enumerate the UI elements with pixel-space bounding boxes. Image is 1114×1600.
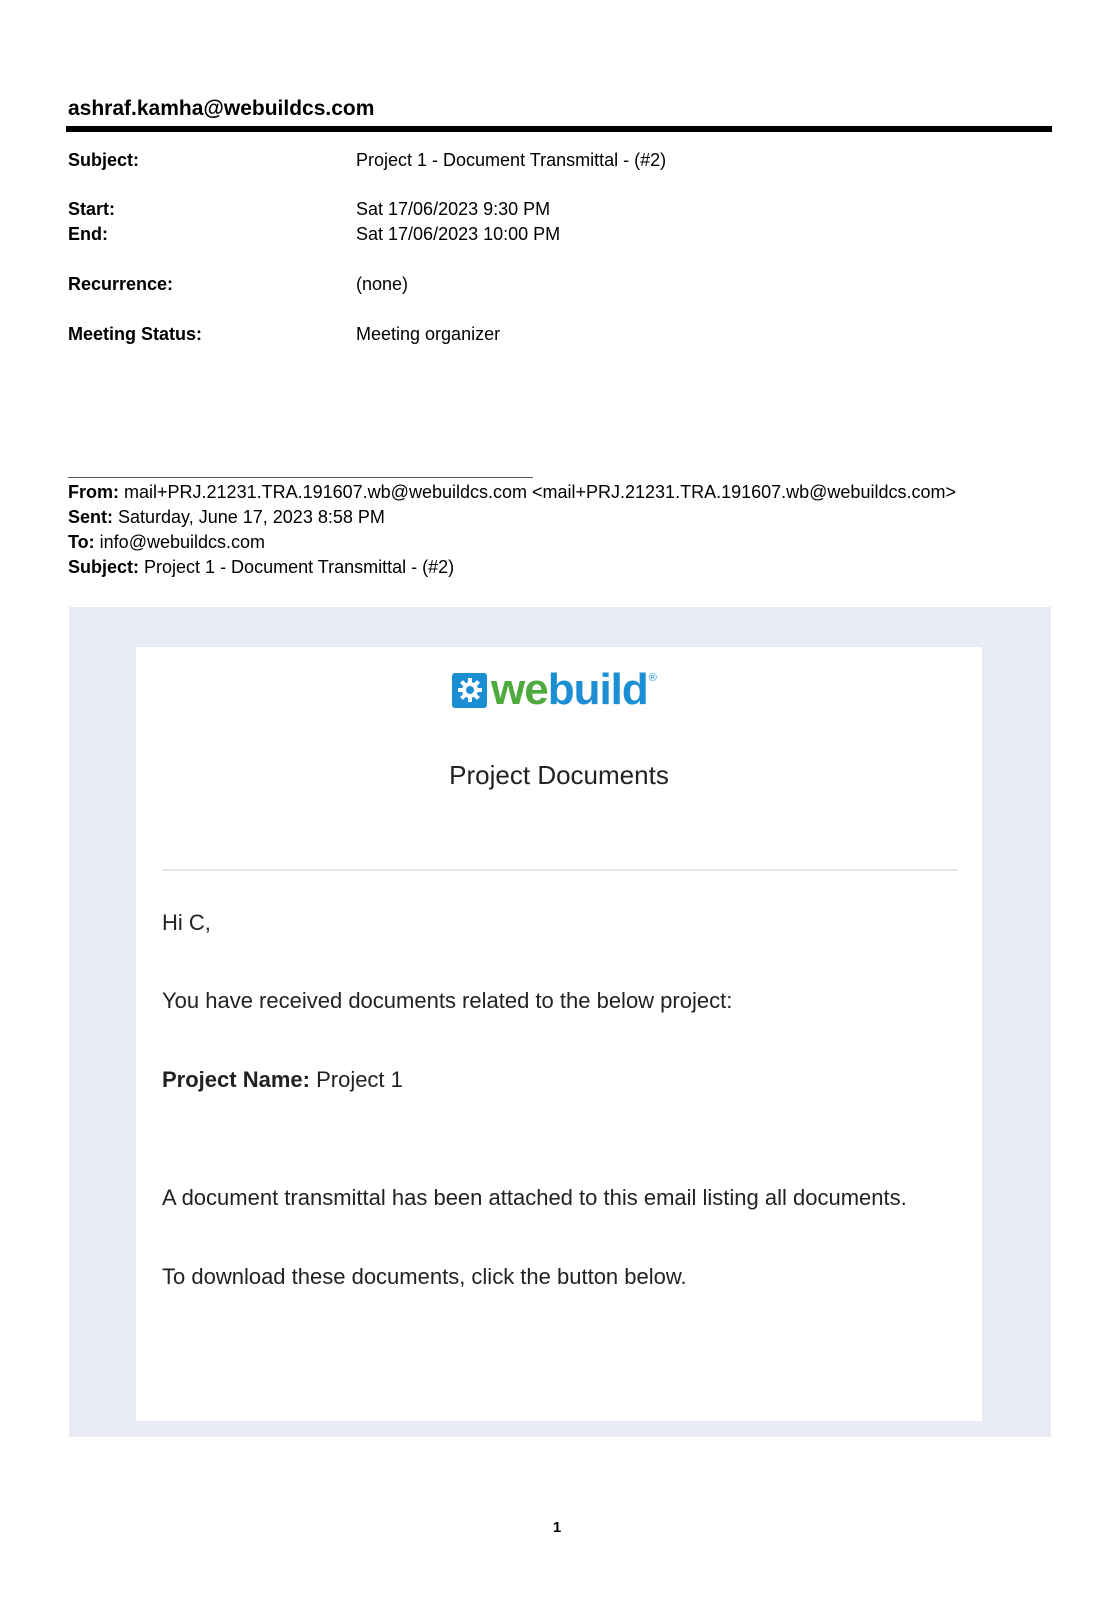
meeting-subject-value: Project 1 - Document Transmittal - (#2) (356, 150, 667, 170)
gear-icon (452, 673, 487, 708)
meeting-start-label: Start: (68, 199, 116, 219)
owner-email: ashraf.kamha@webuildcs.com (68, 97, 375, 120)
email-intro: You have received documents related to the below project: (162, 988, 733, 1013)
email-divider (162, 869, 958, 871)
forward-separator (68, 477, 533, 478)
meeting-recurrence-value: (none) (356, 274, 409, 294)
forward-subject-row (68, 557, 454, 578)
meeting-end-label: End: (68, 224, 108, 244)
webuild-logo (452, 665, 657, 714)
meeting-status-label: Meeting Status: (68, 324, 203, 344)
page-number: 1 (552, 1519, 562, 1536)
forward-subject-value: Project 1 - Document Transmittal - (#2) (144, 557, 455, 577)
forward-from-value[interactable]: mail+PRJ.21231.TRA.191607.wb@webuildcs.com <mail+PRJ.21231.TRA.191607.wb@webuildcs.com> (124, 482, 956, 502)
download-note: To download these documents, click the button below. (162, 1264, 687, 1289)
header-divider (66, 126, 1052, 132)
forward-subject-label: Subject: (68, 557, 140, 577)
meeting-end-value: Sat 17/06/2023 10:00 PM (356, 224, 561, 244)
meeting-recurrence-label: Recurrence: (68, 274, 174, 294)
email-greeting: Hi C, (162, 910, 211, 935)
project-name-label: Project Name: (162, 1067, 310, 1092)
project-name-row (162, 1067, 403, 1093)
forward-to-value[interactable]: info@webuildcs.com (99, 532, 266, 552)
forward-from-label: From: (68, 482, 119, 502)
forward-sent-label: Sent: (68, 507, 113, 527)
meeting-status-value: Meeting organizer (356, 324, 501, 344)
logo-registered-mark: ® (648, 672, 657, 684)
meeting-start-value: Sat 17/06/2023 9:30 PM (356, 199, 551, 219)
logo-wordmark: webuild (491, 665, 648, 714)
attachment-note: A document transmittal has been attached to this email listing all documents. (162, 1185, 907, 1210)
email-title: Project Documents (449, 760, 669, 790)
project-name-value: Project 1 (316, 1067, 403, 1092)
forward-to-label: To: (68, 532, 95, 552)
meeting-subject-label: Subject: (68, 150, 140, 170)
forward-sent-row (68, 507, 385, 528)
forward-to-row (68, 532, 265, 553)
forward-from-row (68, 482, 956, 503)
forward-sent-value: Saturday, June 17, 2023 8:58 PM (118, 507, 385, 527)
